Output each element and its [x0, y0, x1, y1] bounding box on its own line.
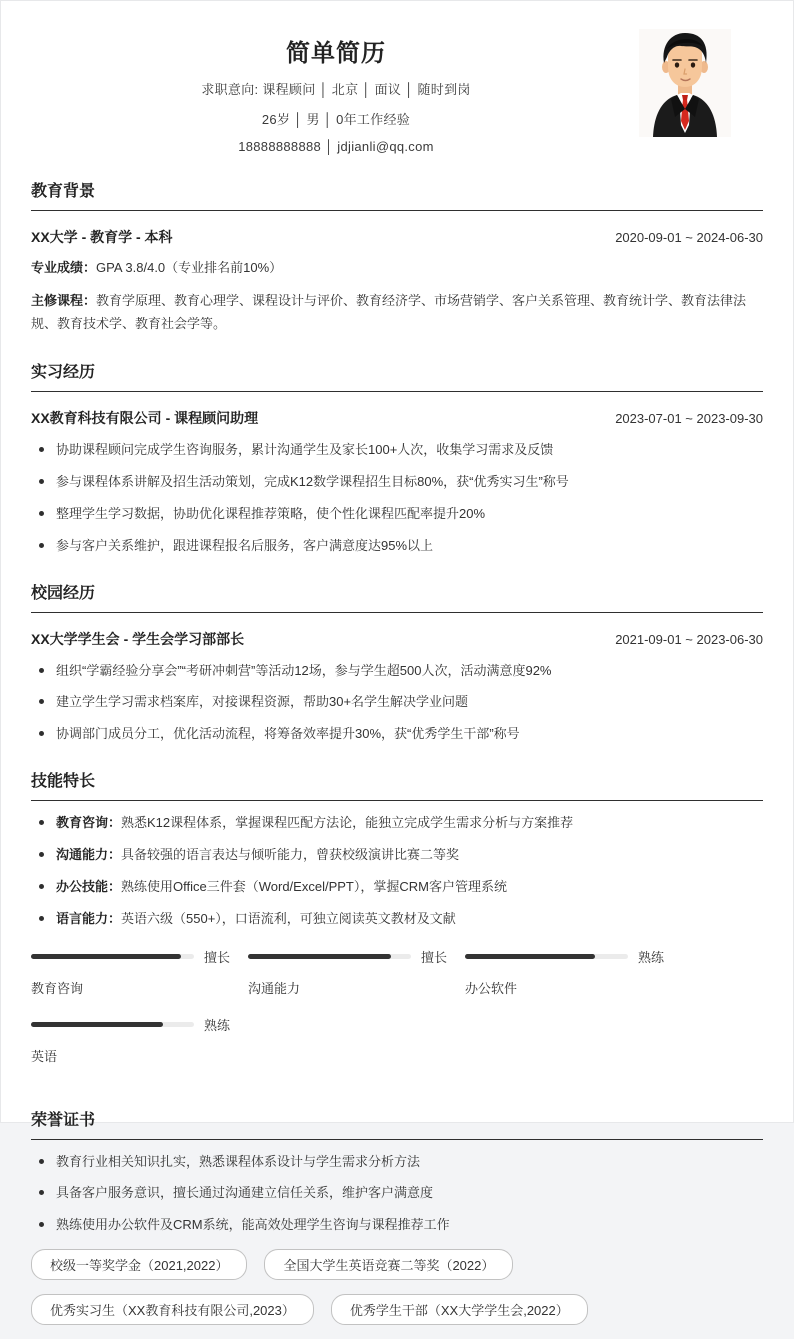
- bullet-text: 教育行业相关知识扎实，熟悉课程体系设计与学生需求分析方法: [56, 1153, 421, 1169]
- bullet-dot-icon: [39, 543, 44, 548]
- campus-entry-head: [31, 629, 763, 649]
- skill-bar-communication: [248, 947, 465, 997]
- list-item: [31, 537, 763, 556]
- skill-bar-track: [31, 1022, 194, 1027]
- education-courses-row: [31, 290, 763, 336]
- bullet-text: [56, 878, 507, 897]
- list-item: [31, 1216, 763, 1235]
- resume-title: 简单简历: [286, 40, 386, 67]
- skill-bar-track: [248, 954, 411, 959]
- section-title-education: 教育背景: [31, 178, 763, 211]
- bullet-dot-icon: [39, 1190, 44, 1195]
- bullet-text: 组织“学霸经验分享会”“考研冲刺营”等活动12场，参与学生超500人次，活动满意度92%: [56, 662, 552, 678]
- bullet-dot-icon: [39, 852, 44, 857]
- honor-tag-scholarship: 校级一等奖学金（2021,2022）: [31, 1249, 247, 1280]
- list-item: [31, 693, 763, 712]
- internship-entry-head: [31, 408, 763, 428]
- list-item: [31, 814, 763, 833]
- skill-bar-fill: [31, 954, 181, 959]
- skill-bar-fill: [31, 1022, 163, 1027]
- skill-name: 沟通能力: [248, 980, 301, 996]
- education-courses-label: 主修课程：: [31, 292, 97, 308]
- skill-name: 英语: [31, 1048, 58, 1064]
- skill-level-label: 擅长: [204, 949, 231, 965]
- bullet-text: 具备客户服务意识，擅长通过沟通建立信任关系，维护客户满意度: [56, 1185, 434, 1201]
- avatar-illustration: [639, 29, 731, 137]
- education-gpa-label: 专业成绩：: [31, 260, 97, 275]
- bullet-dot-icon: [39, 447, 44, 452]
- skill-bar-english: [31, 1015, 248, 1065]
- skill-desc: 熟练使用Office三件套（Word/Excel/PPT），掌握CRM客户管理系统: [121, 878, 507, 894]
- skill-name: 教育咨询: [31, 980, 84, 996]
- skill-label: 语言能力：: [56, 910, 122, 926]
- skill-name: 办公软件: [465, 980, 518, 996]
- bullet-dot-icon: [39, 699, 44, 704]
- skill-label: 沟通能力：: [56, 847, 122, 862]
- section-title-internship: 实习经历: [31, 359, 763, 392]
- list-item: [31, 1153, 763, 1172]
- campus-date-range: 2021-09-01 ~ 2023-06-30: [615, 631, 763, 647]
- bullet-dot-icon: [39, 1159, 44, 1164]
- list-item: [31, 878, 763, 897]
- bullet-text: 参与课程体系讲解及招生活动策划，完成K12数学课程招生目标80%，获“优秀实习生”称号: [56, 474, 569, 490]
- list-item: [31, 505, 763, 524]
- basic-info-line: 26岁 │ 男 │ 0年工作经验: [261, 112, 411, 127]
- list-item: [31, 725, 763, 744]
- honors-bullet-list: [31, 1153, 763, 1236]
- contact-line: 18888888888 │ jdjianli@qq.com: [238, 139, 434, 154]
- skill-label: 教育咨询：: [56, 815, 122, 831]
- bullet-text: 整理学生学习数据，协助优化课程推荐策略，使个性化课程匹配率提升20%: [56, 505, 486, 521]
- bullet-text: [56, 910, 456, 929]
- header-text-block: [31, 25, 641, 154]
- list-item: [31, 662, 763, 681]
- list-item: [31, 473, 763, 492]
- skill-level-label: 擅长: [421, 949, 448, 965]
- honor-tags: [31, 1249, 763, 1339]
- section-title-honors: 荣誉证书: [31, 1107, 763, 1140]
- education-date-range: 2020-09-01 ~ 2024-06-30: [615, 230, 763, 245]
- skill-bar-track: [31, 954, 194, 959]
- bullet-text: [56, 814, 573, 833]
- education-courses-value: 教育学原理、教育心理学、课程设计与评价、教育经济学、市场营销学、客户关系管理、教育统计学、教育法律法规、教育技术学、教育社会学等。: [31, 292, 747, 331]
- skill-level-label: 熟练: [638, 949, 665, 965]
- honor-tag-excellent-intern: 优秀实习生（XX教育科技有限公司,2023）: [31, 1294, 314, 1325]
- skill-bars: [31, 947, 763, 1083]
- list-item: [31, 1184, 763, 1203]
- bullet-dot-icon: [39, 668, 44, 673]
- job-intent-line: 求职意向: 课程顾问 │ 北京 │ 面议 │ 随时到岗: [201, 82, 471, 97]
- skill-desc: 英语六级（550+），口语流利，可独立阅读英文教材及文献: [121, 910, 456, 926]
- bullet-dot-icon: [39, 884, 44, 889]
- bullet-dot-icon: [39, 511, 44, 516]
- education-gpa-value: GPA 3.8/4.0（专业排名前10%）: [96, 260, 283, 275]
- skills-bullet-list: [31, 814, 763, 928]
- skill-bar-office-software: [465, 947, 715, 997]
- internship-bullet-list: [31, 441, 763, 555]
- internship-entry-title: XX教育科技有限公司 - 课程顾问助理: [31, 410, 259, 427]
- skill-bar-track: [465, 954, 628, 959]
- section-campus: [31, 580, 763, 745]
- skill-level-label: 熟练: [204, 1017, 231, 1033]
- section-internship: [31, 359, 763, 555]
- section-skills: [31, 768, 763, 1082]
- bullet-text: 熟练使用办公软件及CRM系统，能高效处理学生咨询与课程推荐工作: [56, 1217, 450, 1233]
- bullet-text: 协调部门成员分工，优化活动流程，将筹备效率提升30%，获“优秀学生干部”称号: [56, 726, 520, 742]
- bullet-dot-icon: [39, 731, 44, 736]
- skill-desc: 具备较强的语言表达与倾听能力，曾获校级演讲比赛二等奖: [121, 847, 460, 862]
- skill-bar-fill: [248, 954, 391, 959]
- bullet-dot-icon: [39, 916, 44, 921]
- honor-tag-english-contest: 全国大学生英语竞赛二等奖（2022）: [264, 1249, 513, 1280]
- bullet-dot-icon: [39, 479, 44, 484]
- section-title-campus: 校园经历: [31, 580, 763, 613]
- skill-desc: 熟悉K12课程体系，掌握课程匹配方法论，能独立完成学生需求分析与方案推荐: [121, 815, 574, 831]
- skill-bar-education-consulting: [31, 947, 248, 997]
- avatar: [639, 29, 731, 137]
- bullet-text: [56, 846, 459, 865]
- bullet-dot-icon: [39, 1222, 44, 1227]
- internship-date-range: 2023-07-01 ~ 2023-09-30: [615, 411, 763, 427]
- honor-tag-excellent-cadre: 优秀学生干部（XX大学学生会,2022）: [331, 1294, 588, 1325]
- bullet-text: 参与客户关系维护，跟进课程报名后服务，客户满意度达95%以上: [56, 537, 434, 553]
- list-item: [31, 846, 763, 865]
- section-title-skills: 技能特长: [31, 768, 763, 801]
- bullet-text: 建立学生学习需求档案库，对接课程资源，帮助30+名学生解决学业问题: [56, 694, 469, 710]
- resume-header: [31, 25, 763, 154]
- education-entry-head: [31, 227, 763, 247]
- skill-bar-fill: [465, 954, 595, 959]
- skill-label: 办公技能：: [56, 878, 122, 894]
- education-entry-title: XX大学 - 教育学 - 本科: [31, 229, 173, 245]
- bullet-dot-icon: [39, 820, 44, 825]
- bullet-text: 协助课程顾问完成学生咨询服务，累计沟通学生及家长100+人次，收集学习需求及反馈: [56, 442, 554, 458]
- list-item: [31, 910, 763, 929]
- section-education: [31, 178, 763, 335]
- campus-bullet-list: [31, 662, 763, 745]
- campus-entry-title: XX大学学生会 - 学生会学习部部长: [31, 630, 245, 647]
- list-item: [31, 441, 763, 460]
- education-gpa-row: [31, 257, 763, 280]
- section-honors: [31, 1107, 763, 1339]
